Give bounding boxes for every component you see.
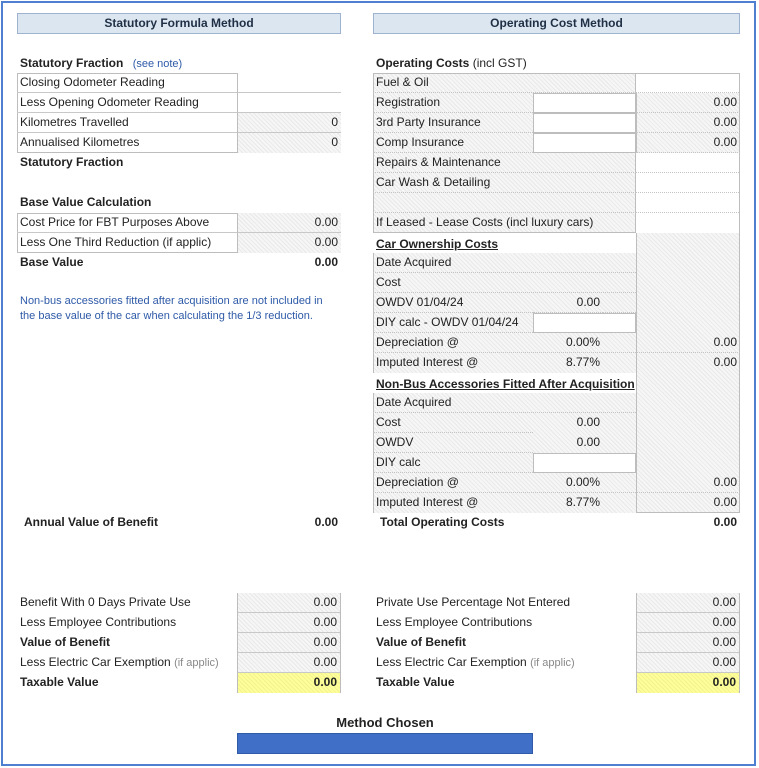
- right-summary-value-3: 0.00: [637, 653, 739, 673]
- one-third-reduction-value: 0.00: [238, 233, 341, 253]
- acc-dep-label: Depreciation: [376, 475, 444, 489]
- right-summary-label-1: Less Employee Contributions: [376, 615, 533, 629]
- comp-insurance-value: 0.00: [636, 133, 740, 153]
- closing-odometer-input[interactable]: [238, 73, 341, 93]
- acc-cost-value: 0.00: [576, 415, 600, 429]
- acc-diy-label: DIY calc: [373, 453, 533, 473]
- acc-int-label: Imputed Interest: [376, 495, 463, 509]
- total-operating-label: Total Operating Costs: [380, 515, 505, 529]
- base-value-title: Base Value Calculation: [20, 195, 152, 209]
- comp-insurance-label: Comp Insurance: [373, 133, 533, 153]
- km-travelled-label: Kilometres Travelled: [17, 113, 238, 133]
- closing-odometer-label: Closing Odometer Reading: [17, 73, 238, 93]
- blank-input[interactable]: [636, 193, 739, 213]
- own-int-at: @: [466, 355, 479, 369]
- left-summary-label-0: Benefit With 0 Days Private Use: [20, 595, 191, 609]
- repairs-label: Repairs & Maintenance: [373, 153, 636, 173]
- lease-label: If Leased - Lease Costs (incl luxury cars): [376, 215, 594, 229]
- third-party-input[interactable]: [533, 113, 636, 133]
- acc-diy-input[interactable]: [533, 453, 636, 473]
- accessories-note-line2: the base value of the car when calculating the 1/3 reduction.: [20, 310, 313, 322]
- left-summary-value-3: 0.00: [238, 653, 340, 673]
- blank-row: [373, 193, 636, 213]
- left-summary-value-0: 0.00: [238, 593, 340, 613]
- right-summary-label-0: Private Use Percentage Not Entered: [376, 595, 571, 609]
- statutory-fraction-label: Statutory Fraction: [20, 155, 124, 169]
- one-third-reduction-label: Less One Third Reduction (if applic): [17, 233, 238, 253]
- diy-owdv-label: DIY calc - OWDV 01/04/24: [373, 313, 533, 333]
- own-dep-label: Depreciation: [376, 335, 444, 349]
- accessories-note: [20, 294, 340, 324]
- own-dep-at: @: [446, 335, 459, 349]
- left-summary-row-3: [17, 653, 237, 673]
- annualised-km-label: Annualised Kilometres: [17, 133, 238, 153]
- owdv-spacer: [603, 293, 636, 313]
- operating-title-text: Operating Costs: [376, 56, 470, 70]
- method-chosen-dropdown[interactable]: [237, 733, 533, 754]
- right-taxable-value: 0.00: [637, 673, 739, 693]
- own-dep-rate: 0.00%: [565, 335, 600, 349]
- own-int-rate: 8.77%: [565, 355, 600, 369]
- own-dep-value: 0.00: [636, 333, 740, 353]
- annual-value-label: Annual Value of Benefit: [24, 515, 159, 529]
- operating-costs-title: [376, 56, 527, 70]
- base-value-label: Base Value: [20, 255, 84, 269]
- km-travelled-value: 0: [238, 113, 341, 133]
- see-note-link[interactable]: (see note): [132, 58, 183, 70]
- opening-odometer-input[interactable]: [238, 93, 341, 113]
- third-party-value: 0.00: [636, 113, 740, 133]
- right-summary-label-4: Taxable Value: [376, 675, 455, 689]
- owdv-label: OWDV 01/04/24: [373, 293, 533, 313]
- right-summary-value-1: 0.00: [637, 613, 739, 633]
- left-summary-label-2: Value of Benefit: [20, 635, 111, 649]
- left-summary-label-1: Less Employee Contributions: [20, 615, 177, 629]
- right-summary-label-3: Less Electric Car Exemption: [376, 655, 527, 669]
- third-party-label: 3rd Party Insurance: [373, 113, 533, 133]
- annual-value-value: 0.00: [314, 515, 338, 529]
- right-summary-value-0: 0.00: [637, 593, 739, 613]
- carwash-input[interactable]: [636, 173, 739, 193]
- fuel-oil-input[interactable]: [636, 74, 739, 93]
- annualised-km-value: 0: [238, 133, 341, 153]
- own-date-label: Date Acquired: [373, 253, 636, 273]
- total-operating-value: 0.00: [713, 515, 737, 529]
- acc-dep-value: 0.00: [636, 473, 740, 493]
- base-value-value: 0.00: [314, 255, 338, 269]
- header-statutory: Statutory Formula Method: [17, 13, 341, 34]
- statutory-fraction-title: [20, 56, 182, 70]
- acc-dep-rate: 0.00%: [565, 475, 600, 489]
- right-summary-value-2: 0.00: [637, 633, 739, 653]
- repairs-input[interactable]: [636, 153, 739, 173]
- left-summary-label-4: Taxable Value: [20, 675, 99, 689]
- statutory-title-text: Statutory Fraction: [20, 56, 124, 70]
- left-taxable-value: 0.00: [238, 673, 340, 693]
- acc-date-label: Date Acquired: [373, 393, 636, 413]
- right-summary-label-2: Value of Benefit: [376, 635, 467, 649]
- own-int-value: 0.00: [713, 355, 737, 369]
- registration-value: 0.00: [636, 93, 740, 113]
- carwash-label: Car Wash & Detailing: [373, 173, 636, 193]
- fuel-oil-label: Fuel & Oil: [373, 73, 636, 93]
- opening-odometer-label: Less Opening Odometer Reading: [17, 93, 238, 113]
- right-summary-row-3: [373, 653, 633, 673]
- right-summary-suffix-3: (if applic): [530, 657, 575, 669]
- diy-owdv-input[interactable]: [533, 313, 636, 333]
- cost-price-value: 0.00: [238, 213, 341, 233]
- cost-price-label: Cost Price for FBT Purposes Above: [17, 213, 238, 233]
- left-summary-suffix-3: (if applic): [174, 657, 219, 669]
- acc-dep-at: @: [446, 475, 459, 489]
- lease-input[interactable]: [636, 213, 739, 233]
- method-chosen-label: Method Chosen: [336, 715, 434, 730]
- registration-input[interactable]: [533, 93, 636, 113]
- acc-int-value: 0.00: [713, 495, 737, 509]
- owdv-value: 0.00: [533, 293, 603, 313]
- ownership-title: Car Ownership Costs: [373, 236, 636, 253]
- left-summary-value-2: 0.00: [238, 633, 340, 653]
- own-cost-label: Cost: [373, 273, 636, 293]
- own-int-label: Imputed Interest: [376, 355, 463, 369]
- registration-label: Registration: [373, 93, 533, 113]
- acc-int-at: @: [466, 495, 479, 509]
- acc-owdv-label: OWDV: [373, 433, 533, 453]
- left-summary-label-3: Less Electric Car Exemption: [20, 655, 171, 669]
- accessories-note-line1: Non-bus accessories fitted after acquisition are not included in: [20, 295, 323, 307]
- acc-owdv-value: 0.00: [576, 435, 600, 449]
- comp-insurance-input[interactable]: [533, 133, 636, 153]
- header-operating: Operating Cost Method: [373, 13, 740, 34]
- left-summary-value-1: 0.00: [238, 613, 340, 633]
- acc-int-rate: 8.77%: [565, 495, 600, 509]
- accessories-title: Non-Bus Accessories Fitted After Acquisition: [373, 376, 636, 393]
- acc-cost-label: Cost: [373, 413, 533, 433]
- operating-title-suffix: (incl GST): [472, 56, 527, 70]
